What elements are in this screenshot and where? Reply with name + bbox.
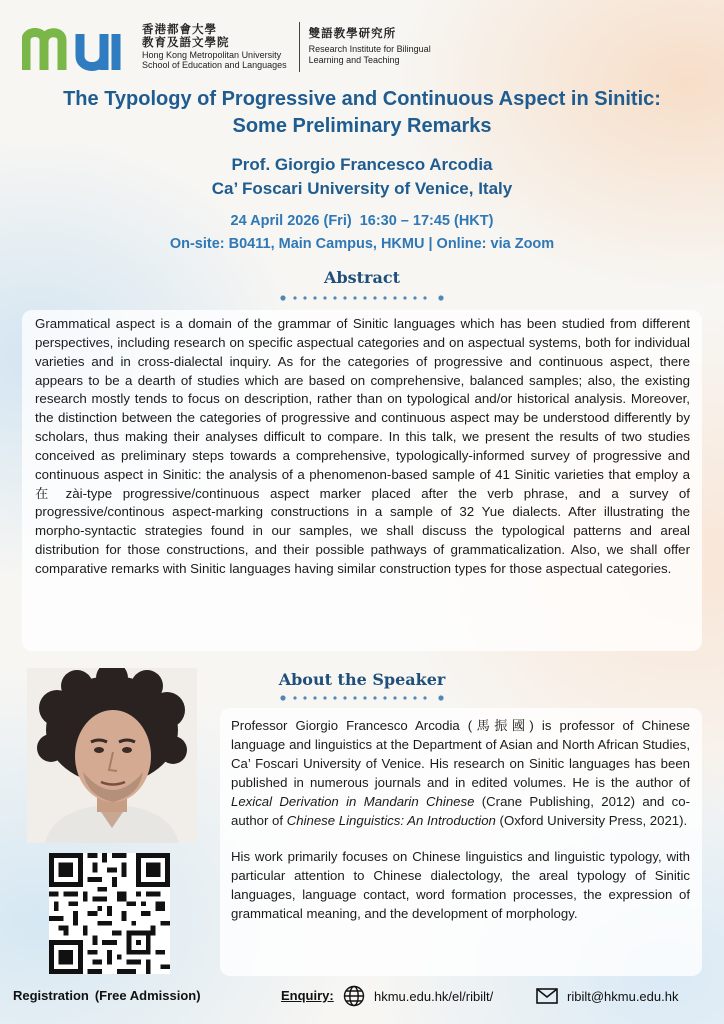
bio-book-1: Lexical Derivation in Mandarin Chinese — [231, 793, 475, 809]
speaker-name: Prof. Giorgio Francesco Arcodia — [231, 155, 493, 174]
speaker-photo — [27, 668, 197, 843]
speaker-bio-paragraph-1 — [231, 717, 690, 830]
event-title-line-2: Some Preliminary Remarks — [232, 115, 492, 137]
ribilt-name — [309, 28, 431, 65]
registration-text: Registration — [13, 988, 89, 1003]
bio-text-part-1: Professor Giorgio Francesco Arcodia (馬振國) is professor of Chinese language and linguistics at the Department of Asian and North African Studies, Ca’ Foscari University of Venice. His research on Sinitic languages has been published in numerous journals and in edited volumes. He is the author of — [231, 718, 690, 790]
ribilt-name-zh: 雙語教學研究所 — [308, 28, 397, 41]
hkmu-name-en-2: School of Education and Languages — [142, 59, 287, 70]
ribilt-name-en-1: Research Institute for Bilingual — [308, 44, 431, 55]
event-title-line-1: The Typology of Progressive and Continuous Aspect in Sinitic: — [63, 88, 661, 110]
hkmu-name-en-1: Hong Kong Metropolitan University — [142, 49, 282, 60]
event-title — [0, 86, 724, 140]
hkmu-name-zh-1: 香港都會大學 — [142, 24, 217, 37]
speaker-affiliation: Ca’ Foscari University of Venice, Italy — [211, 179, 513, 198]
about-speaker-heading: About the Speaker — [278, 670, 446, 689]
abstract-box — [22, 310, 702, 651]
bio-book-2: Chinese Linguistics: An Introduction — [286, 812, 496, 828]
website-link[interactable]: hkmu.edu.hk/el/ribilt/ — [374, 989, 494, 1004]
registration-qr-code[interactable] — [49, 853, 170, 974]
bio-text-part-3: (Oxford University Press, 2021). — [495, 812, 688, 828]
abstract-text: Grammatical aspect is a domain of the grammar of Sinitic languages which has been studied from different perspectives, including research on specific aspectual categories and on aspectual systems, both for individual varieties and in cross-dialectal inquiry. As for the categories of progressive and continuous aspect, there appears to be a dearth of studies which are based on comprehensive, balanced samples; also, the existing research mostly tends to focus on description, rather than on typological and/or historical analysis. Moreover, the distinction between the categories of progressive and continuous aspect may be understood differently by scholars, thus making their analyses difficult to compare. In this talk, we present the results of two studies conceived as preliminary steps towards a comprehensive, typologically-informed survey of progressive and continuous aspect in Sinitic: the analysis of a phenomenon-based sample of 41 Sinitic varieties that employ a 在 zài-type progressive/continuous aspect marker placed after the verb phrase, and a survey of progressive/continous aspect-marking constructions in a sample of 32 Yue dialects. After illustrating the morpho-syntactic strategies found in our samples, we shall discuss the typological patterns and areal distribution for those constructions, and their possible pathways of grammaticalization. Also, we shall offer comparative remarks with Sinitic languages having similar construction types for those aspectual categories. — [35, 316, 690, 576]
hkmu-name — [142, 24, 287, 70]
registration-label — [13, 988, 201, 1003]
hkmu-name-zh-2: 教育及語文學院 — [142, 36, 230, 49]
enquiry-label: Enquiry: — [281, 988, 334, 1003]
bio-text-part-2: (Crane Publishing, 2012) and co-author of — [231, 793, 691, 828]
speaker-portrait-icon — [27, 668, 197, 843]
speaker-dots-divider — [279, 694, 445, 702]
speaker-bio-paragraph-2: His work primarily focuses on Chinese linguistics and linguistic typology, with particular attention to Chinese dialectology, the areal typology of Sinitic languages, language contact, word formation processes, the expression of grammatical meaning, and the development of morphology. — [231, 849, 690, 922]
header — [22, 20, 431, 74]
ribilt-name-en-2: Learning and Teaching — [308, 54, 400, 65]
abstract-dots-divider — [279, 294, 445, 302]
event-venue: On-site: B0411, Main Campus, HKMU | Online: via Zoom — [169, 236, 555, 252]
mail-icon — [536, 988, 558, 1004]
hkmu-logo-icon — [22, 20, 134, 74]
header-divider — [299, 22, 300, 72]
email-link[interactable]: ribilt@hkmu.edu.hk — [567, 989, 679, 1004]
speaker-bio-box — [220, 708, 702, 976]
abstract-heading: Abstract — [324, 268, 400, 287]
event-datetime — [0, 211, 724, 231]
event-date: 24 April 2026 (Fri) — [230, 213, 352, 229]
globe-icon — [343, 985, 365, 1007]
registration-note: (Free Admission) — [94, 988, 201, 1003]
speaker-block — [0, 153, 724, 201]
event-time: 16:30 – 17:45 (HKT) — [359, 213, 494, 229]
